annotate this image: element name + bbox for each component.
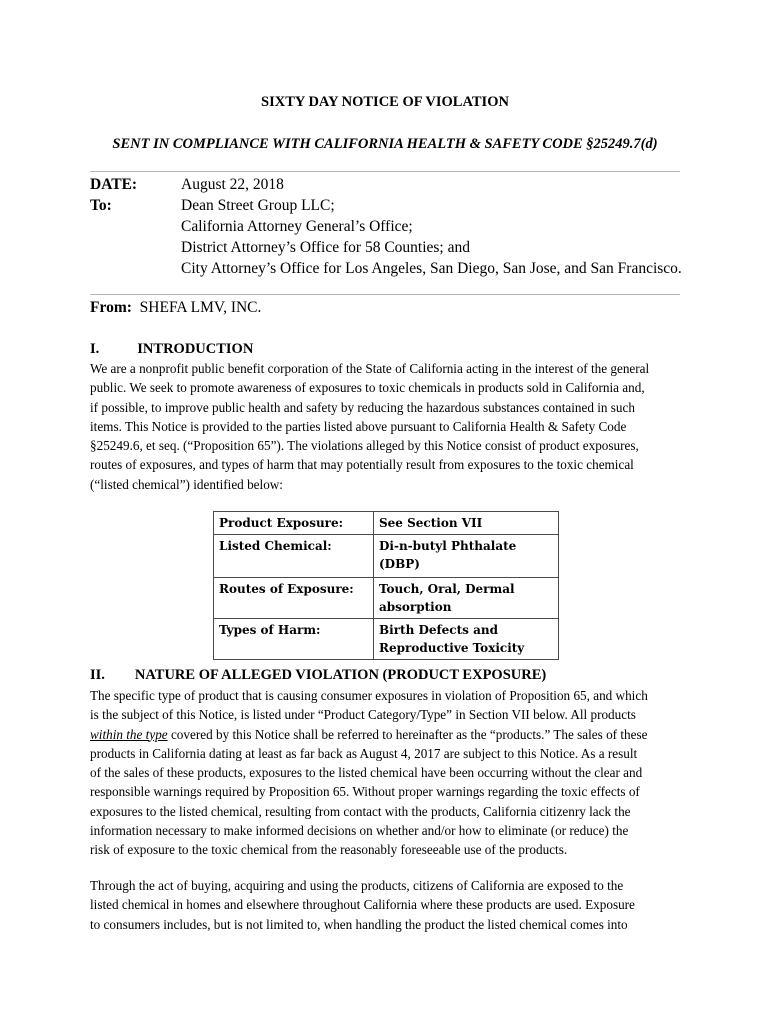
- paragraph-line: is the subject of this Notice, is listed under “Product Category/Type” in Section VII below. All products: [90, 707, 636, 723]
- paragraph-line: products in California dating at least as far back as August 4, 2017 are subject to this Notice. As a result: [90, 745, 638, 761]
- paragraph-line: items. This Notice is provided to the parties listed above pursuant to California Health & Safety Code: [90, 418, 627, 434]
- divider: [90, 171, 680, 172]
- recipient-line: District Attorney’s Office for 58 Counties; and: [181, 239, 470, 256]
- paragraph-line: routes of exposures, and types of harm that may potentially result from exposures to the toxic chemical: [90, 457, 634, 473]
- table-row: [214, 578, 559, 619]
- recipient-line: City Attorney’s Office for Los Angeles, San Diego, San Jose, and San Francisco.: [181, 260, 682, 277]
- paragraph-line: risk of exposure to the toxic chemical from the reasonably foreseeable use of the products.: [90, 842, 568, 858]
- document-title: SIXTY DAY NOTICE OF VIOLATION: [261, 94, 509, 110]
- paragraph-line: public. We seek to promote awareness of exposures to toxic chemicals in products sold in California and,: [90, 380, 645, 396]
- date-label: DATE:: [90, 176, 138, 193]
- table-row: [214, 619, 559, 660]
- section-number: II.: [90, 667, 105, 683]
- paragraph-line: if possible, to improve public health and safety by reducing the hazardous substances contained in such: [90, 399, 635, 415]
- paragraph-line: Through the act of buying, acquiring and using the products, citizens of California are exposed to the: [90, 878, 624, 893]
- row-label: Listed Chemical:: [214, 535, 374, 578]
- paragraph-line: of the sales of these products, exposures to the listed chemical have been occurring without the clear and: [90, 765, 643, 781]
- row-label: Routes of Exposure:: [214, 578, 374, 619]
- section-heading: [90, 341, 253, 358]
- divider: [90, 294, 680, 295]
- section-title: INTRODUCTION: [137, 341, 254, 357]
- paragraph-line: to consumers includes, but is not limited to, when handling the product the listed chemical comes into: [90, 916, 628, 932]
- from-label: From:: [90, 299, 132, 316]
- row-value: Di-n-butyl Phthalate (DBP): [374, 535, 559, 578]
- violation-paragraph: [90, 686, 680, 860]
- row-value: Touch, Oral, Dermal absorption: [374, 578, 559, 619]
- section-number: I.: [90, 341, 100, 357]
- paragraph-line: exposures to the listed chemical, resulting from contact with the products, California citizenry lack the: [90, 803, 631, 819]
- chemical-table: [213, 511, 559, 660]
- paragraph-line: listed chemical in homes and elsewhere throughout California where these products are used. Exposure: [90, 897, 635, 913]
- recipient-line: Dean Street Group LLC;: [181, 197, 335, 214]
- to-label: To:: [90, 197, 112, 214]
- row-value: See Section VII: [374, 512, 559, 535]
- paragraph-line: §25249.6, et seq. (“Proposition 65”). The violations alleged by this Notice consist of product exposures,: [90, 438, 639, 454]
- from-value: SHEFA LMV, INC.: [139, 299, 262, 316]
- line-text: covered by this Notice shall be referred to hereinafter as the “products.” The sales of these: [167, 726, 648, 742]
- paragraph-line: (“listed chemical”) identified below:: [90, 476, 283, 492]
- paragraph-line: The specific type of product that is causing consumer exposures in violation of Proposition 65, and which: [90, 688, 648, 703]
- paragraph-line: We are a nonprofit public benefit corporation of the State of California acting in the interest of the general: [90, 361, 650, 376]
- paragraph-line: [90, 725, 680, 744]
- row-label: Types of Harm:: [214, 619, 374, 660]
- table-row: [214, 512, 559, 535]
- paragraph-line: responsible warnings required by Proposition 65. Without proper warnings regarding the toxic effects of: [90, 784, 640, 800]
- section-heading: [90, 667, 546, 684]
- document-subtitle: SENT IN COMPLIANCE WITH CALIFORNIA HEALTH & SAFETY CODE §25249.7(d): [112, 136, 658, 152]
- from-line: [90, 299, 261, 317]
- section-title: NATURE OF ALLEGED VIOLATION (PRODUCT EXPOSURE): [134, 667, 547, 683]
- paragraph-line: information necessary to make informed decisions on whether and/or how to eliminate (or reduce) the: [90, 823, 629, 839]
- intro-paragraph: [90, 359, 680, 494]
- date-value: August 22, 2018: [181, 176, 284, 193]
- table-row: [214, 535, 559, 578]
- exposure-paragraph: [90, 876, 680, 934]
- recipient-line: California Attorney General’s Office;: [181, 218, 413, 235]
- emphasis-text: within the type: [90, 726, 168, 742]
- row-label: Product Exposure:: [214, 512, 374, 535]
- row-value: Birth Defects and Reproductive Toxicity: [374, 619, 559, 660]
